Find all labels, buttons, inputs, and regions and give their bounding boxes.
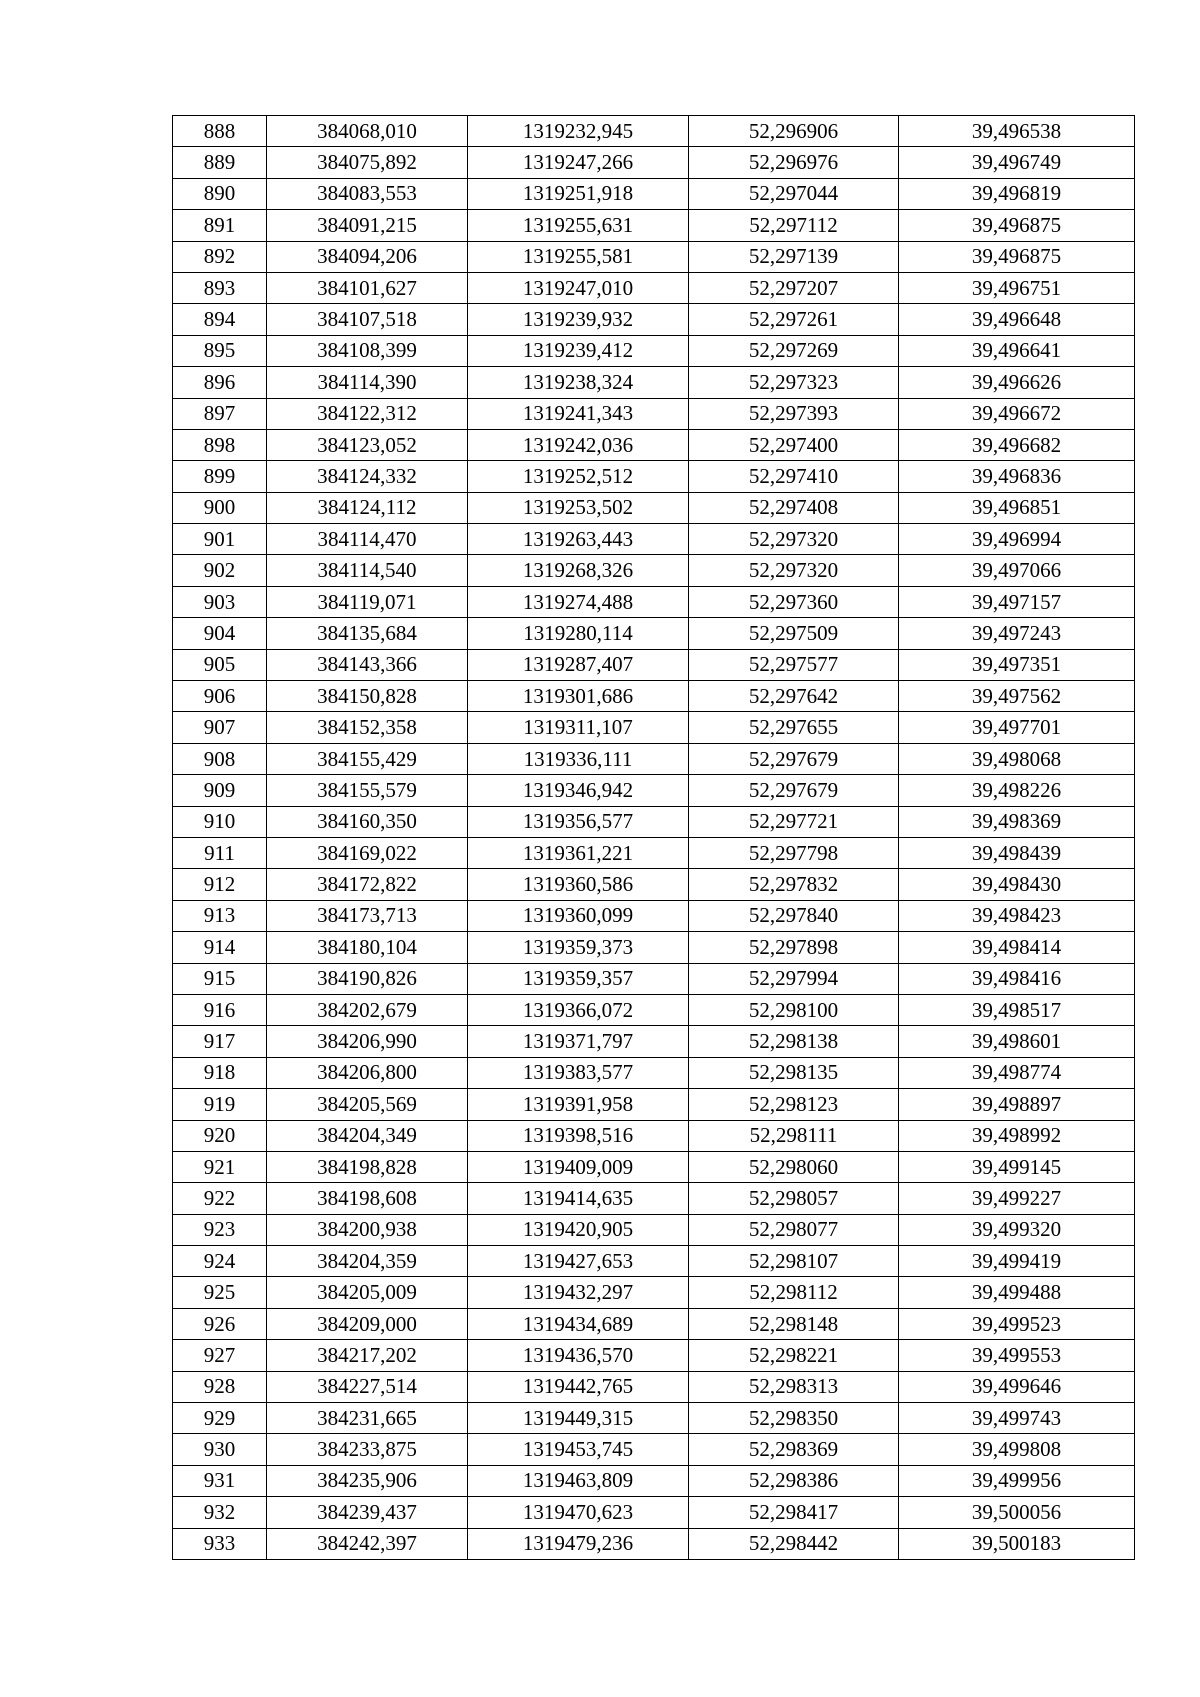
y-coordinate-cell: 1319238,324 [468,367,689,398]
point-number-cell: 928 [173,1371,267,1402]
y-coordinate-cell: 1319449,315 [468,1403,689,1434]
y-coordinate-cell: 1319359,373 [468,932,689,963]
latitude-cell: 52,298100 [689,994,899,1025]
point-number-cell: 895 [173,335,267,366]
latitude-cell: 52,298077 [689,1214,899,1245]
longitude-cell: 39,496626 [899,367,1135,398]
y-coordinate-cell: 1319427,653 [468,1246,689,1277]
x-coordinate-cell: 384124,332 [267,461,468,492]
latitude-cell: 52,298138 [689,1026,899,1057]
table-row [173,649,1135,680]
table-row [173,1120,1135,1151]
x-coordinate-cell: 384205,009 [267,1277,468,1308]
y-coordinate-cell: 1319360,586 [468,869,689,900]
point-number-cell: 898 [173,429,267,460]
x-coordinate-cell: 384209,000 [267,1308,468,1339]
y-coordinate-cell: 1319479,236 [468,1528,689,1559]
x-coordinate-cell: 384239,437 [267,1497,468,1528]
x-coordinate-cell: 384173,713 [267,900,468,931]
latitude-cell: 52,297320 [689,524,899,555]
point-number-cell: 929 [173,1403,267,1434]
point-number-cell: 916 [173,994,267,1025]
x-coordinate-cell: 384160,350 [267,806,468,837]
longitude-cell: 39,498416 [899,963,1135,994]
latitude-cell: 52,298369 [689,1434,899,1465]
x-coordinate-cell: 384227,514 [267,1371,468,1402]
table-row [173,1151,1135,1182]
latitude-cell: 52,297408 [689,492,899,523]
x-coordinate-cell: 384204,359 [267,1246,468,1277]
latitude-cell: 52,298350 [689,1403,899,1434]
x-coordinate-cell: 384155,579 [267,775,468,806]
y-coordinate-cell: 1319434,689 [468,1308,689,1339]
table-row [173,1465,1135,1496]
longitude-cell: 39,496994 [899,524,1135,555]
longitude-cell: 39,499808 [899,1434,1135,1465]
latitude-cell: 52,298313 [689,1371,899,1402]
table-row [173,618,1135,649]
latitude-cell: 52,296906 [689,116,899,147]
latitude-cell: 52,297577 [689,649,899,680]
point-number-cell: 925 [173,1277,267,1308]
latitude-cell: 52,297798 [689,837,899,868]
y-coordinate-cell: 1319255,631 [468,210,689,241]
longitude-cell: 39,497243 [899,618,1135,649]
y-coordinate-cell: 1319398,516 [468,1120,689,1151]
longitude-cell: 39,496851 [899,492,1135,523]
x-coordinate-cell: 384152,358 [267,712,468,743]
table-row [173,429,1135,460]
point-number-cell: 924 [173,1246,267,1277]
longitude-cell: 39,499227 [899,1183,1135,1214]
table-row [173,586,1135,617]
longitude-cell: 39,496751 [899,272,1135,303]
x-coordinate-cell: 384124,112 [267,492,468,523]
point-number-cell: 908 [173,743,267,774]
longitude-cell: 39,497562 [899,681,1135,712]
point-number-cell: 927 [173,1340,267,1371]
point-number-cell: 897 [173,398,267,429]
table-row [173,1497,1135,1528]
point-number-cell: 901 [173,524,267,555]
x-coordinate-cell: 384180,104 [267,932,468,963]
y-coordinate-cell: 1319255,581 [468,241,689,272]
table-row [173,837,1135,868]
table-row [173,963,1135,994]
longitude-cell: 39,498430 [899,869,1135,900]
longitude-cell: 39,498414 [899,932,1135,963]
table-row [173,304,1135,335]
x-coordinate-cell: 384205,569 [267,1089,468,1120]
table-row [173,1214,1135,1245]
point-number-cell: 926 [173,1308,267,1339]
longitude-cell: 39,496819 [899,178,1135,209]
point-number-cell: 890 [173,178,267,209]
x-coordinate-cell: 384169,022 [267,837,468,868]
x-coordinate-cell: 384119,071 [267,586,468,617]
y-coordinate-cell: 1319356,577 [468,806,689,837]
point-number-cell: 911 [173,837,267,868]
y-coordinate-cell: 1319232,945 [468,116,689,147]
longitude-cell: 39,497701 [899,712,1135,743]
point-number-cell: 912 [173,869,267,900]
x-coordinate-cell: 384107,518 [267,304,468,335]
table-row [173,806,1135,837]
longitude-cell: 39,499553 [899,1340,1135,1371]
latitude-cell: 52,297207 [689,272,899,303]
longitude-cell: 39,496682 [899,429,1135,460]
table-row [173,1308,1135,1339]
x-coordinate-cell: 384091,215 [267,210,468,241]
table-row [173,335,1135,366]
y-coordinate-cell: 1319247,010 [468,272,689,303]
latitude-cell: 52,298417 [689,1497,899,1528]
point-number-cell: 914 [173,932,267,963]
longitude-cell: 39,498226 [899,775,1135,806]
point-number-cell: 902 [173,555,267,586]
latitude-cell: 52,298442 [689,1528,899,1559]
longitude-cell: 39,496538 [899,116,1135,147]
x-coordinate-cell: 384190,826 [267,963,468,994]
longitude-cell: 39,499956 [899,1465,1135,1496]
table-row [173,398,1135,429]
y-coordinate-cell: 1319360,099 [468,900,689,931]
table-row [173,743,1135,774]
y-coordinate-cell: 1319311,107 [468,712,689,743]
y-coordinate-cell: 1319247,266 [468,147,689,178]
x-coordinate-cell: 384233,875 [267,1434,468,1465]
point-number-cell: 909 [173,775,267,806]
table-row [173,932,1135,963]
table-row [173,524,1135,555]
latitude-cell: 52,297840 [689,900,899,931]
table-row [173,869,1135,900]
table-row [173,241,1135,272]
x-coordinate-cell: 384242,397 [267,1528,468,1559]
latitude-cell: 52,296976 [689,147,899,178]
y-coordinate-cell: 1319463,809 [468,1465,689,1496]
latitude-cell: 52,297994 [689,963,899,994]
point-number-cell: 905 [173,649,267,680]
y-coordinate-cell: 1319301,686 [468,681,689,712]
point-number-cell: 907 [173,712,267,743]
y-coordinate-cell: 1319346,942 [468,775,689,806]
latitude-cell: 52,298123 [689,1089,899,1120]
x-coordinate-cell: 384200,938 [267,1214,468,1245]
longitude-cell: 39,497157 [899,586,1135,617]
latitude-cell: 52,297509 [689,618,899,649]
coordinates-table [172,115,1135,1560]
point-number-cell: 919 [173,1089,267,1120]
longitude-cell: 39,497351 [899,649,1135,680]
y-coordinate-cell: 1319241,343 [468,398,689,429]
point-number-cell: 889 [173,147,267,178]
longitude-cell: 39,498992 [899,1120,1135,1151]
longitude-cell: 39,496836 [899,461,1135,492]
latitude-cell: 52,297655 [689,712,899,743]
longitude-cell: 39,496672 [899,398,1135,429]
x-coordinate-cell: 384150,828 [267,681,468,712]
point-number-cell: 903 [173,586,267,617]
longitude-cell: 39,496875 [899,241,1135,272]
y-coordinate-cell: 1319453,745 [468,1434,689,1465]
longitude-cell: 39,497066 [899,555,1135,586]
y-coordinate-cell: 1319263,443 [468,524,689,555]
latitude-cell: 52,297112 [689,210,899,241]
y-coordinate-cell: 1319242,036 [468,429,689,460]
longitude-cell: 39,500183 [899,1528,1135,1559]
table-row [173,1057,1135,1088]
y-coordinate-cell: 1319391,958 [468,1089,689,1120]
latitude-cell: 52,297320 [689,555,899,586]
x-coordinate-cell: 384068,010 [267,116,468,147]
latitude-cell: 52,297679 [689,775,899,806]
x-coordinate-cell: 384235,906 [267,1465,468,1496]
table-row [173,1371,1135,1402]
table-row [173,681,1135,712]
table-row [173,900,1135,931]
point-number-cell: 923 [173,1214,267,1245]
latitude-cell: 52,297044 [689,178,899,209]
point-number-cell: 899 [173,461,267,492]
latitude-cell: 52,297360 [689,586,899,617]
longitude-cell: 39,496641 [899,335,1135,366]
table-row [173,116,1135,147]
longitude-cell: 39,500056 [899,1497,1135,1528]
x-coordinate-cell: 384204,349 [267,1120,468,1151]
x-coordinate-cell: 384172,822 [267,869,468,900]
x-coordinate-cell: 384114,540 [267,555,468,586]
point-number-cell: 933 [173,1528,267,1559]
y-coordinate-cell: 1319371,797 [468,1026,689,1057]
point-number-cell: 932 [173,1497,267,1528]
x-coordinate-cell: 384135,684 [267,618,468,649]
x-coordinate-cell: 384206,990 [267,1026,468,1057]
table-row [173,272,1135,303]
table-row [173,1340,1135,1371]
longitude-cell: 39,499523 [899,1308,1135,1339]
table-row [173,712,1135,743]
table-row [173,1089,1135,1120]
table-row [173,367,1135,398]
point-number-cell: 918 [173,1057,267,1088]
y-coordinate-cell: 1319359,357 [468,963,689,994]
latitude-cell: 52,298057 [689,1183,899,1214]
y-coordinate-cell: 1319432,297 [468,1277,689,1308]
y-coordinate-cell: 1319470,623 [468,1497,689,1528]
y-coordinate-cell: 1319280,114 [468,618,689,649]
table-row [173,1403,1135,1434]
longitude-cell: 39,499743 [899,1403,1135,1434]
point-number-cell: 906 [173,681,267,712]
point-number-cell: 892 [173,241,267,272]
table-row [173,178,1135,209]
y-coordinate-cell: 1319409,009 [468,1151,689,1182]
point-number-cell: 910 [173,806,267,837]
x-coordinate-cell: 384108,399 [267,335,468,366]
point-number-cell: 896 [173,367,267,398]
y-coordinate-cell: 1319287,407 [468,649,689,680]
latitude-cell: 52,298107 [689,1246,899,1277]
x-coordinate-cell: 384198,608 [267,1183,468,1214]
y-coordinate-cell: 1319253,502 [468,492,689,523]
longitude-cell: 39,499488 [899,1277,1135,1308]
point-number-cell: 904 [173,618,267,649]
longitude-cell: 39,498897 [899,1089,1135,1120]
x-coordinate-cell: 384114,470 [267,524,468,555]
table-row [173,1246,1135,1277]
latitude-cell: 52,297642 [689,681,899,712]
point-number-cell: 915 [173,963,267,994]
latitude-cell: 52,298112 [689,1277,899,1308]
x-coordinate-cell: 384143,366 [267,649,468,680]
latitude-cell: 52,297139 [689,241,899,272]
y-coordinate-cell: 1319252,512 [468,461,689,492]
table-row [173,994,1135,1025]
x-coordinate-cell: 384075,892 [267,147,468,178]
x-coordinate-cell: 384123,052 [267,429,468,460]
latitude-cell: 52,297323 [689,367,899,398]
longitude-cell: 39,498439 [899,837,1135,868]
y-coordinate-cell: 1319361,221 [468,837,689,868]
longitude-cell: 39,499419 [899,1246,1135,1277]
table-row [173,1434,1135,1465]
table-row [173,492,1135,523]
longitude-cell: 39,498068 [899,743,1135,774]
point-number-cell: 900 [173,492,267,523]
longitude-cell: 39,498423 [899,900,1135,931]
x-coordinate-cell: 384202,679 [267,994,468,1025]
y-coordinate-cell: 1319366,072 [468,994,689,1025]
point-number-cell: 917 [173,1026,267,1057]
x-coordinate-cell: 384231,665 [267,1403,468,1434]
longitude-cell: 39,499145 [899,1151,1135,1182]
longitude-cell: 39,498369 [899,806,1135,837]
point-number-cell: 893 [173,272,267,303]
x-coordinate-cell: 384206,800 [267,1057,468,1088]
table-row [173,1528,1135,1559]
latitude-cell: 52,297832 [689,869,899,900]
point-number-cell: 921 [173,1151,267,1182]
longitude-cell: 39,496875 [899,210,1135,241]
table-row [173,1183,1135,1214]
latitude-cell: 52,298060 [689,1151,899,1182]
latitude-cell: 52,298148 [689,1308,899,1339]
table-row [173,555,1135,586]
table-row [173,1026,1135,1057]
latitude-cell: 52,298111 [689,1120,899,1151]
y-coordinate-cell: 1319251,918 [468,178,689,209]
y-coordinate-cell: 1319414,635 [468,1183,689,1214]
latitude-cell: 52,298386 [689,1465,899,1496]
table-row [173,775,1135,806]
point-number-cell: 920 [173,1120,267,1151]
latitude-cell: 52,297400 [689,429,899,460]
latitude-cell: 52,298221 [689,1340,899,1371]
latitude-cell: 52,297410 [689,461,899,492]
y-coordinate-cell: 1319336,111 [468,743,689,774]
x-coordinate-cell: 384198,828 [267,1151,468,1182]
x-coordinate-cell: 384155,429 [267,743,468,774]
x-coordinate-cell: 384122,312 [267,398,468,429]
latitude-cell: 52,297721 [689,806,899,837]
y-coordinate-cell: 1319274,488 [468,586,689,617]
y-coordinate-cell: 1319436,570 [468,1340,689,1371]
longitude-cell: 39,498601 [899,1026,1135,1057]
x-coordinate-cell: 384217,202 [267,1340,468,1371]
x-coordinate-cell: 384101,627 [267,272,468,303]
y-coordinate-cell: 1319239,412 [468,335,689,366]
point-number-cell: 931 [173,1465,267,1496]
table-row [173,461,1135,492]
table-row [173,210,1135,241]
y-coordinate-cell: 1319239,932 [468,304,689,335]
point-number-cell: 922 [173,1183,267,1214]
latitude-cell: 52,297679 [689,743,899,774]
point-number-cell: 888 [173,116,267,147]
table-row [173,147,1135,178]
table-row [173,1277,1135,1308]
longitude-cell: 39,499646 [899,1371,1135,1402]
y-coordinate-cell: 1319442,765 [468,1371,689,1402]
latitude-cell: 52,297269 [689,335,899,366]
x-coordinate-cell: 384083,553 [267,178,468,209]
longitude-cell: 39,498774 [899,1057,1135,1088]
point-number-cell: 894 [173,304,267,335]
longitude-cell: 39,496648 [899,304,1135,335]
latitude-cell: 52,298135 [689,1057,899,1088]
y-coordinate-cell: 1319420,905 [468,1214,689,1245]
latitude-cell: 52,297393 [689,398,899,429]
y-coordinate-cell: 1319268,326 [468,555,689,586]
latitude-cell: 52,297898 [689,932,899,963]
y-coordinate-cell: 1319383,577 [468,1057,689,1088]
x-coordinate-cell: 384114,390 [267,367,468,398]
point-number-cell: 891 [173,210,267,241]
point-number-cell: 913 [173,900,267,931]
longitude-cell: 39,496749 [899,147,1135,178]
coordinates-table-body [173,116,1135,1560]
longitude-cell: 39,498517 [899,994,1135,1025]
longitude-cell: 39,499320 [899,1214,1135,1245]
x-coordinate-cell: 384094,206 [267,241,468,272]
latitude-cell: 52,297261 [689,304,899,335]
point-number-cell: 930 [173,1434,267,1465]
